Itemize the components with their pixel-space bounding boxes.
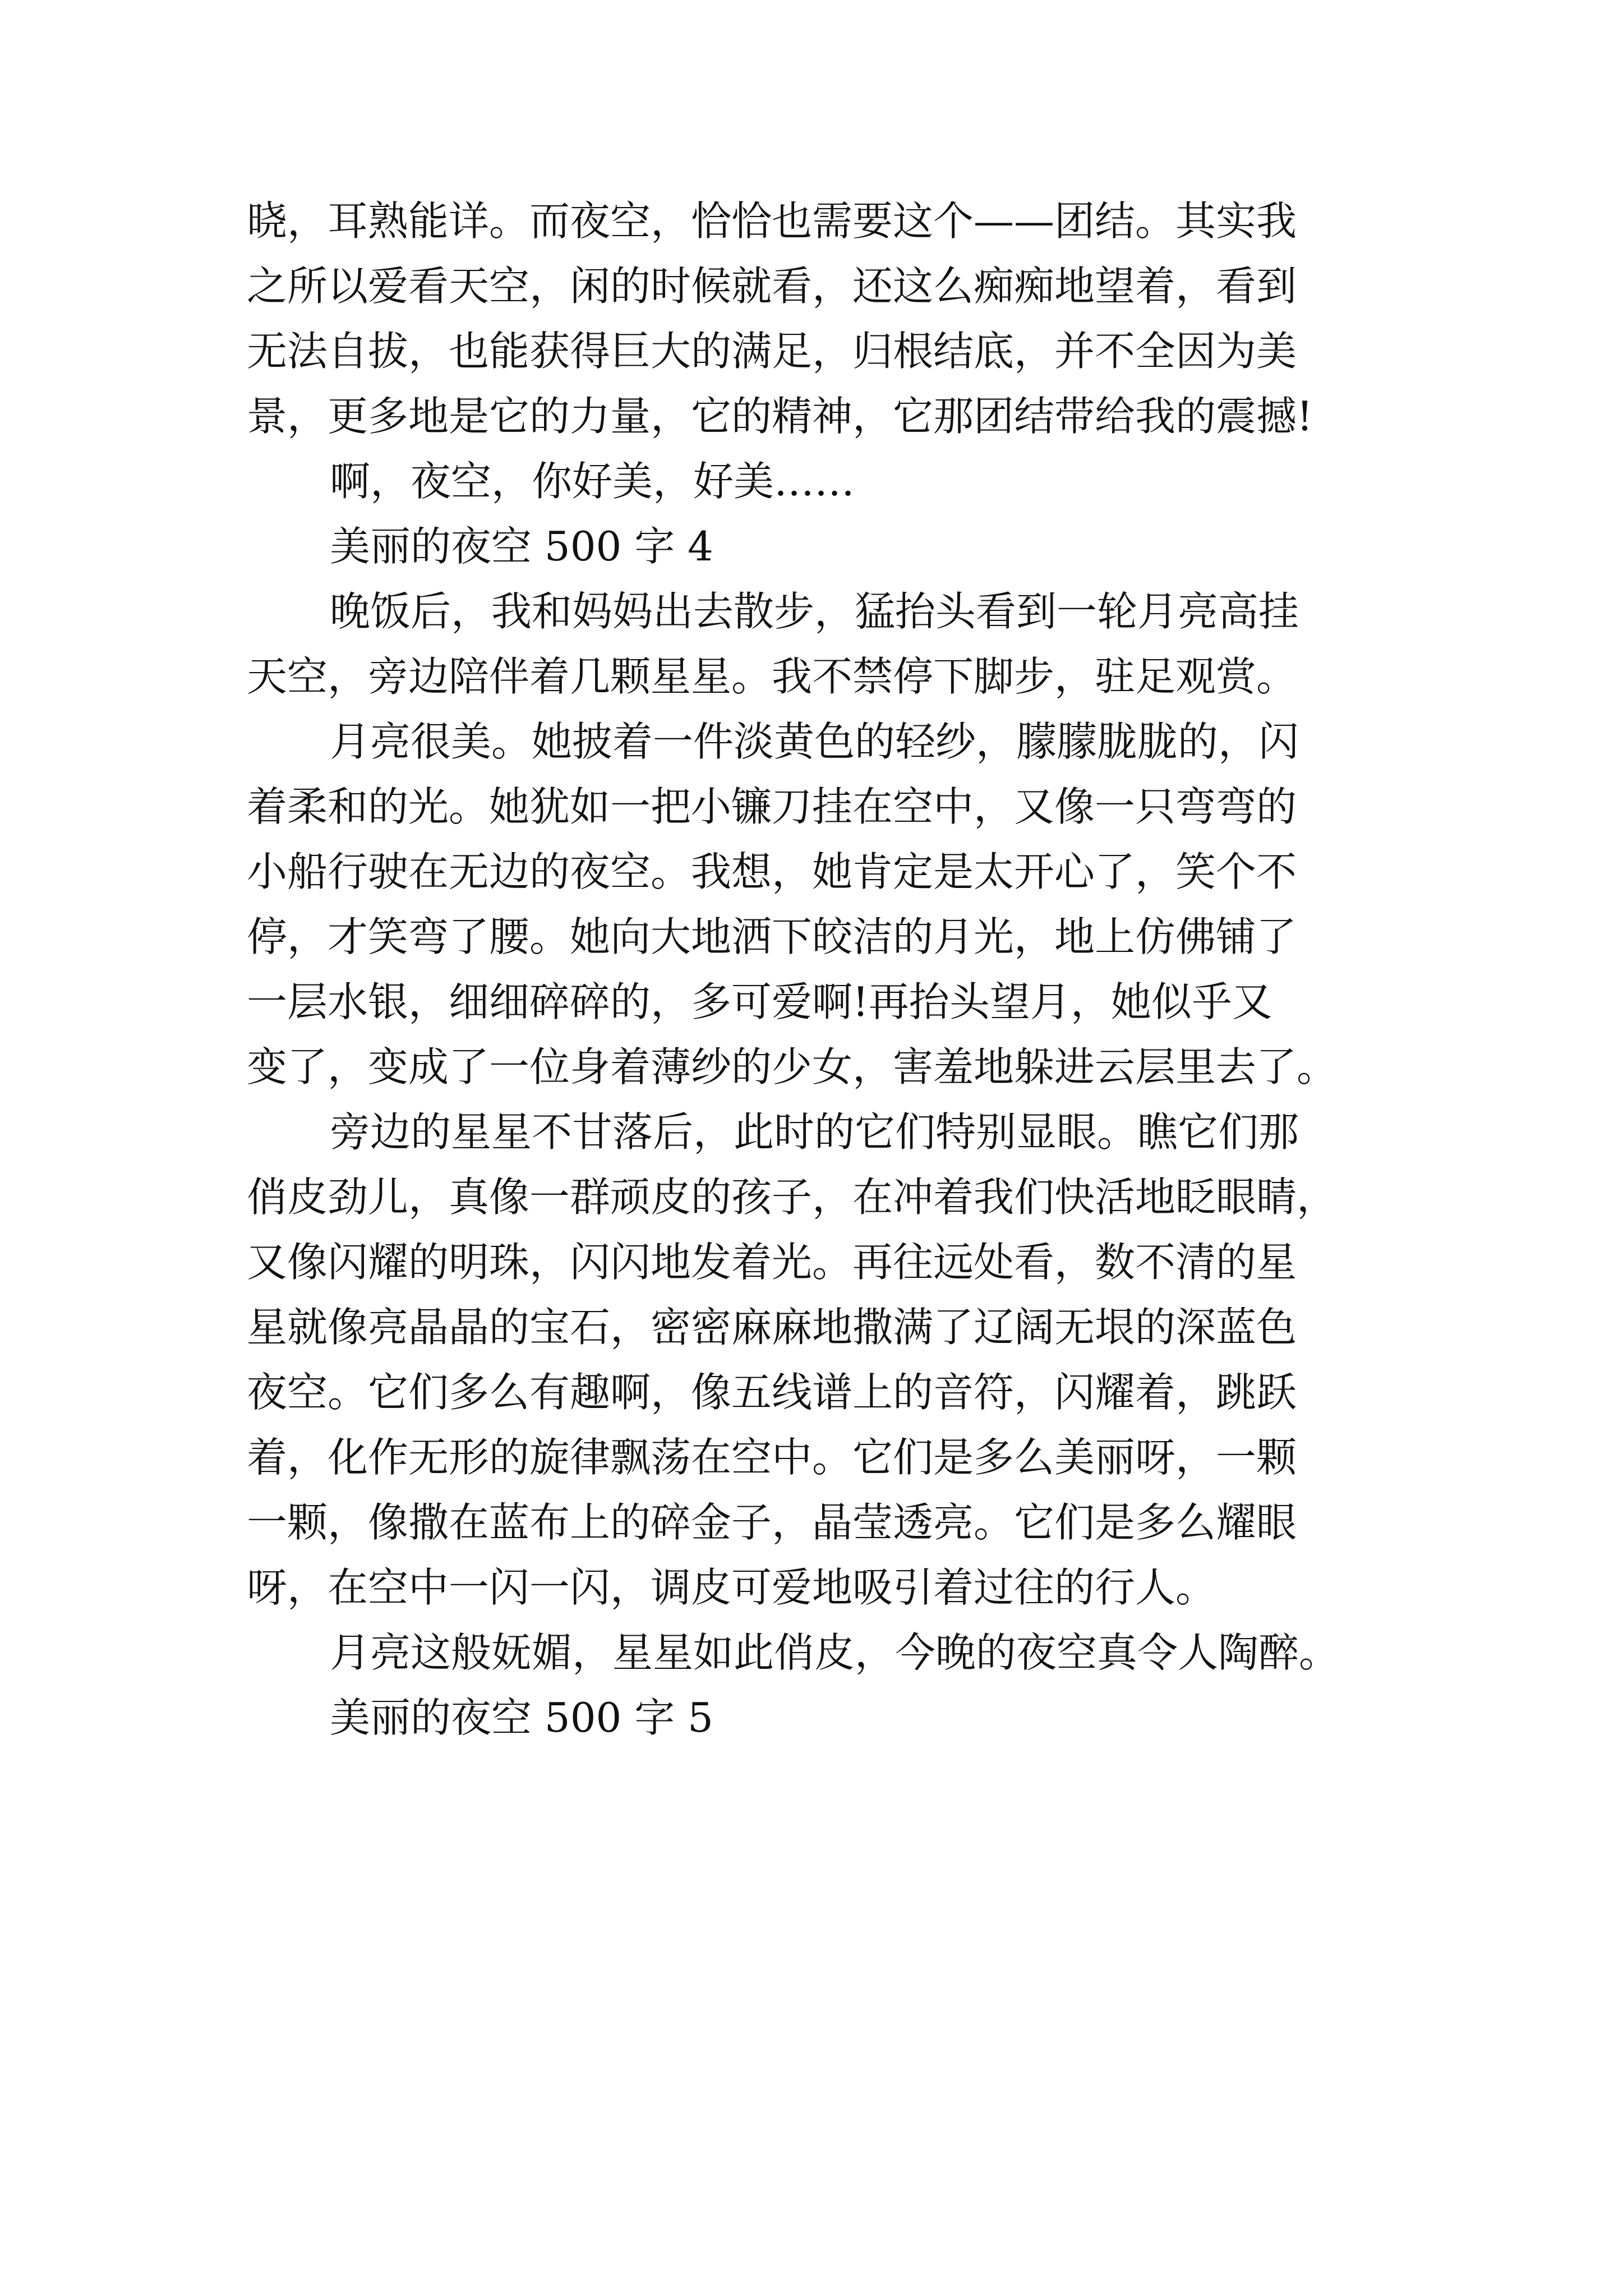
text-line: 之所以爱看天空，闲的时候就看，还这么痴痴地望着，看到 <box>247 263 1297 310</box>
text-line: 月亮很美。她披着一件淡黄色的轻纱，朦朦胧胧的，闪 <box>330 718 1299 765</box>
text-line: 俏皮劲儿，真像一群顽皮的孩子，在冲着我们快活地眨眼睛， <box>247 1174 1338 1221</box>
text-line: 星就像亮晶晶的宝石，密密麻麻地撒满了辽阔无垠的深蓝色 <box>247 1304 1297 1351</box>
text-line: 旁边的星星不甘落后，此时的它们特别显眼。瞧它们那 <box>330 1108 1299 1156</box>
text-line: 夜空。它们多么有趣啊，像五线谱上的音符，闪耀着，跳跃 <box>247 1369 1297 1416</box>
text-line: 晓，耳熟能详。而夜空，恰恰也需要这个——团结。其实我 <box>247 197 1297 245</box>
text-line: 着，化作无形的旋律飘荡在空中。它们是多么美丽呀，一颗 <box>247 1434 1297 1481</box>
section-heading-4: 美丽的夜空 500 字 4 <box>330 523 713 570</box>
exclamation-line: 啊，夜空，你好美，好美…… <box>330 458 855 505</box>
document-body <box>247 188 1391 1750</box>
section-heading-5: 美丽的夜空 500 字 5 <box>330 1694 713 1741</box>
text-line: 停，才笑弯了腰。她向大地洒下皎洁的月光，地上仿佛铺了 <box>247 913 1297 960</box>
text-line: 又像闪耀的明珠，闪闪地发着光。再往远处看，数不清的星 <box>247 1239 1297 1286</box>
text-line: 着柔和的光。她犹如一把小镰刀挂在空中，又像一只弯弯的 <box>247 783 1297 830</box>
text-line: 天空，旁边陪伴着几颗星星。我不禁停下脚步，驻足观赏。 <box>247 653 1297 700</box>
text-line: 月亮这般妩媚，星星如此俏皮，今晚的夜空真令人陶醉。 <box>330 1629 1340 1676</box>
text-line: 一层水银，细细碎碎的，多可爱啊!再抬头望月，她似乎又 <box>247 978 1272 1025</box>
text-line: 小船行驶在无边的夜空。我想，她肯定是太开心了，笑个不 <box>247 848 1297 895</box>
text-line: 景，更多地是它的力量，它的精神，它那团结带给我的震撼! <box>247 393 1313 440</box>
text-line: 晚饭后，我和妈妈出去散步，猛抬头看到一轮月亮高挂 <box>330 588 1299 635</box>
text-line: 一颗，像撒在蓝布上的碎金子，晶莹透亮。它们是多么耀眼 <box>247 1499 1297 1546</box>
text-line: 呀，在空中一闪一闪，调皮可爱地吸引着过往的行人。 <box>247 1564 1216 1611</box>
text-line: 无法自拔，也能获得巨大的满足，归根结底，并不全因为美 <box>247 328 1297 375</box>
text-line: 变了，变成了一位身着薄纱的少女，害羞地躲进云层里去了。 <box>247 1043 1338 1091</box>
